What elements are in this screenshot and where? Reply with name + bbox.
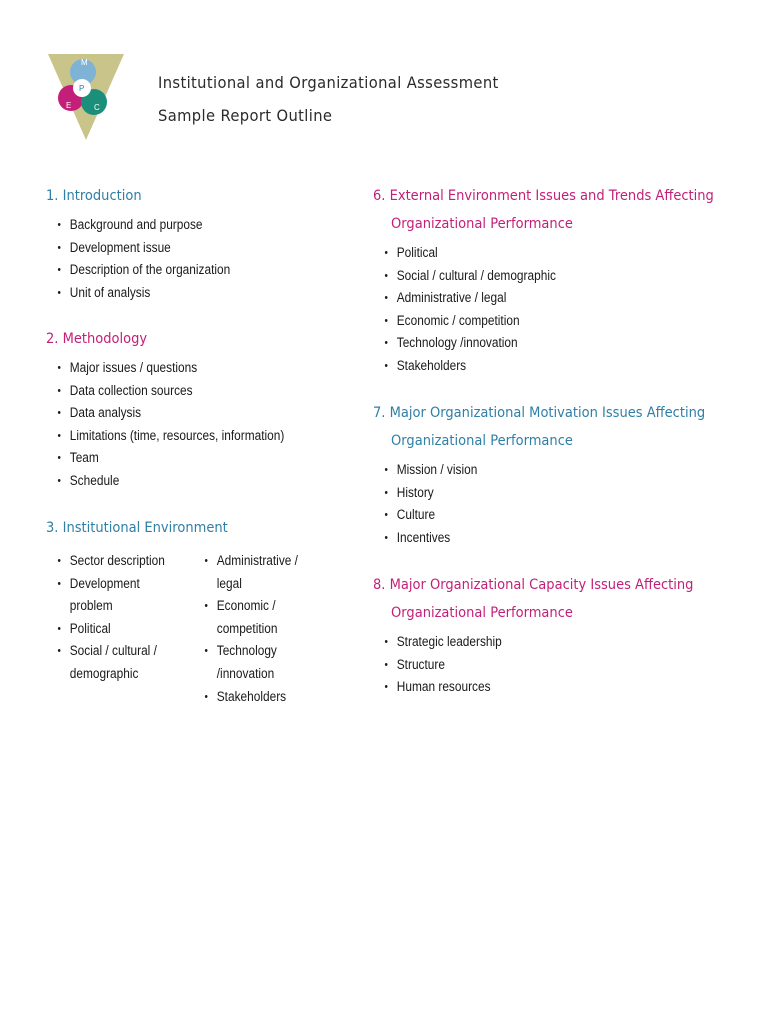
section-heading xyxy=(373,571,693,627)
section-capacity-issues xyxy=(373,571,729,699)
list-item: • Stakeholders xyxy=(193,686,316,709)
list-item: • Development issue xyxy=(46,237,230,260)
list-item: • Structure xyxy=(373,654,686,677)
logo-letter-m: M xyxy=(81,58,88,67)
logo-letter-p: P xyxy=(79,84,85,93)
page-title xyxy=(158,66,528,132)
list-item: • Limitations (time, resources, information) xyxy=(46,425,284,448)
heading-line-1: 7. Major Organizational Motivation Issues Affecting xyxy=(373,405,706,421)
list-item: • Major issues / questions xyxy=(46,357,284,380)
list-item: • History xyxy=(373,482,698,505)
list-item: • Economic / competition xyxy=(193,595,296,640)
section-methodology xyxy=(46,325,317,493)
list-item: • Incentives xyxy=(373,527,698,550)
heading-line-1: 8. Major Organizational Capacity Issues Affecting xyxy=(373,577,694,593)
item-list xyxy=(46,357,317,493)
list-item: • Technology /innovation xyxy=(373,332,706,355)
mpec-logo xyxy=(46,50,126,142)
title-line-2: Sample Report Outline xyxy=(158,106,333,125)
item-list xyxy=(46,214,255,304)
section-external-environment xyxy=(373,182,752,378)
list-item: • Technology /innovation xyxy=(193,640,296,685)
list-item: • Description of the organization xyxy=(46,259,230,282)
list-item: • Administrative / legal xyxy=(373,287,706,310)
list-item: • Unit of analysis xyxy=(46,282,230,305)
item-list xyxy=(373,242,752,378)
heading-line-2: Organizational Performance xyxy=(391,433,573,449)
item-list xyxy=(193,550,333,708)
logo-letter-e: E xyxy=(66,101,72,110)
list-item: • Political xyxy=(46,618,187,641)
section-motivation-issues xyxy=(373,399,742,549)
section-3-column-1 xyxy=(46,546,206,686)
list-item: • Sector description xyxy=(46,550,187,573)
section-introduction xyxy=(46,182,255,304)
list-item: • Political xyxy=(373,242,706,265)
list-item: • Economic / competition xyxy=(373,310,706,333)
section-heading: 1. Introduction xyxy=(46,188,142,204)
list-item: • Development problem xyxy=(46,573,162,618)
heading-line-1: 6. External Environment Issues and Trends Affecting xyxy=(373,188,714,204)
section-institutional-environment xyxy=(46,514,248,542)
list-item: • Background and purpose xyxy=(46,214,230,237)
logo-letter-c: C xyxy=(94,103,100,112)
list-item: • Mission / vision xyxy=(373,459,698,482)
item-list xyxy=(373,631,729,699)
section-3-column-2 xyxy=(193,546,333,708)
list-item: • Schedule xyxy=(46,470,284,493)
list-item: • Culture xyxy=(373,504,698,527)
list-item: • Human resources xyxy=(373,676,686,699)
heading-line-2: Organizational Performance xyxy=(391,605,573,621)
item-list xyxy=(46,550,206,686)
section-heading xyxy=(373,182,714,238)
list-item: • Data collection sources xyxy=(46,380,284,403)
title-line-1: Institutional and Organizational Assessment xyxy=(158,73,499,92)
list-item: • Social / cultural / demographic xyxy=(46,640,167,685)
list-item: • Strategic leadership xyxy=(373,631,686,654)
list-item: • Social / cultural / demographic xyxy=(373,265,706,288)
list-item: • Administrative / legal xyxy=(193,550,305,595)
section-heading: 2. Methodology xyxy=(46,331,148,347)
section-heading xyxy=(373,399,705,455)
list-item: • Stakeholders xyxy=(373,355,706,378)
section-heading: 3. Institutional Environment xyxy=(46,520,228,536)
list-item: • Team xyxy=(46,447,284,470)
list-item: • Data analysis xyxy=(46,402,284,425)
heading-line-2: Organizational Performance xyxy=(391,216,573,232)
item-list xyxy=(373,459,742,549)
